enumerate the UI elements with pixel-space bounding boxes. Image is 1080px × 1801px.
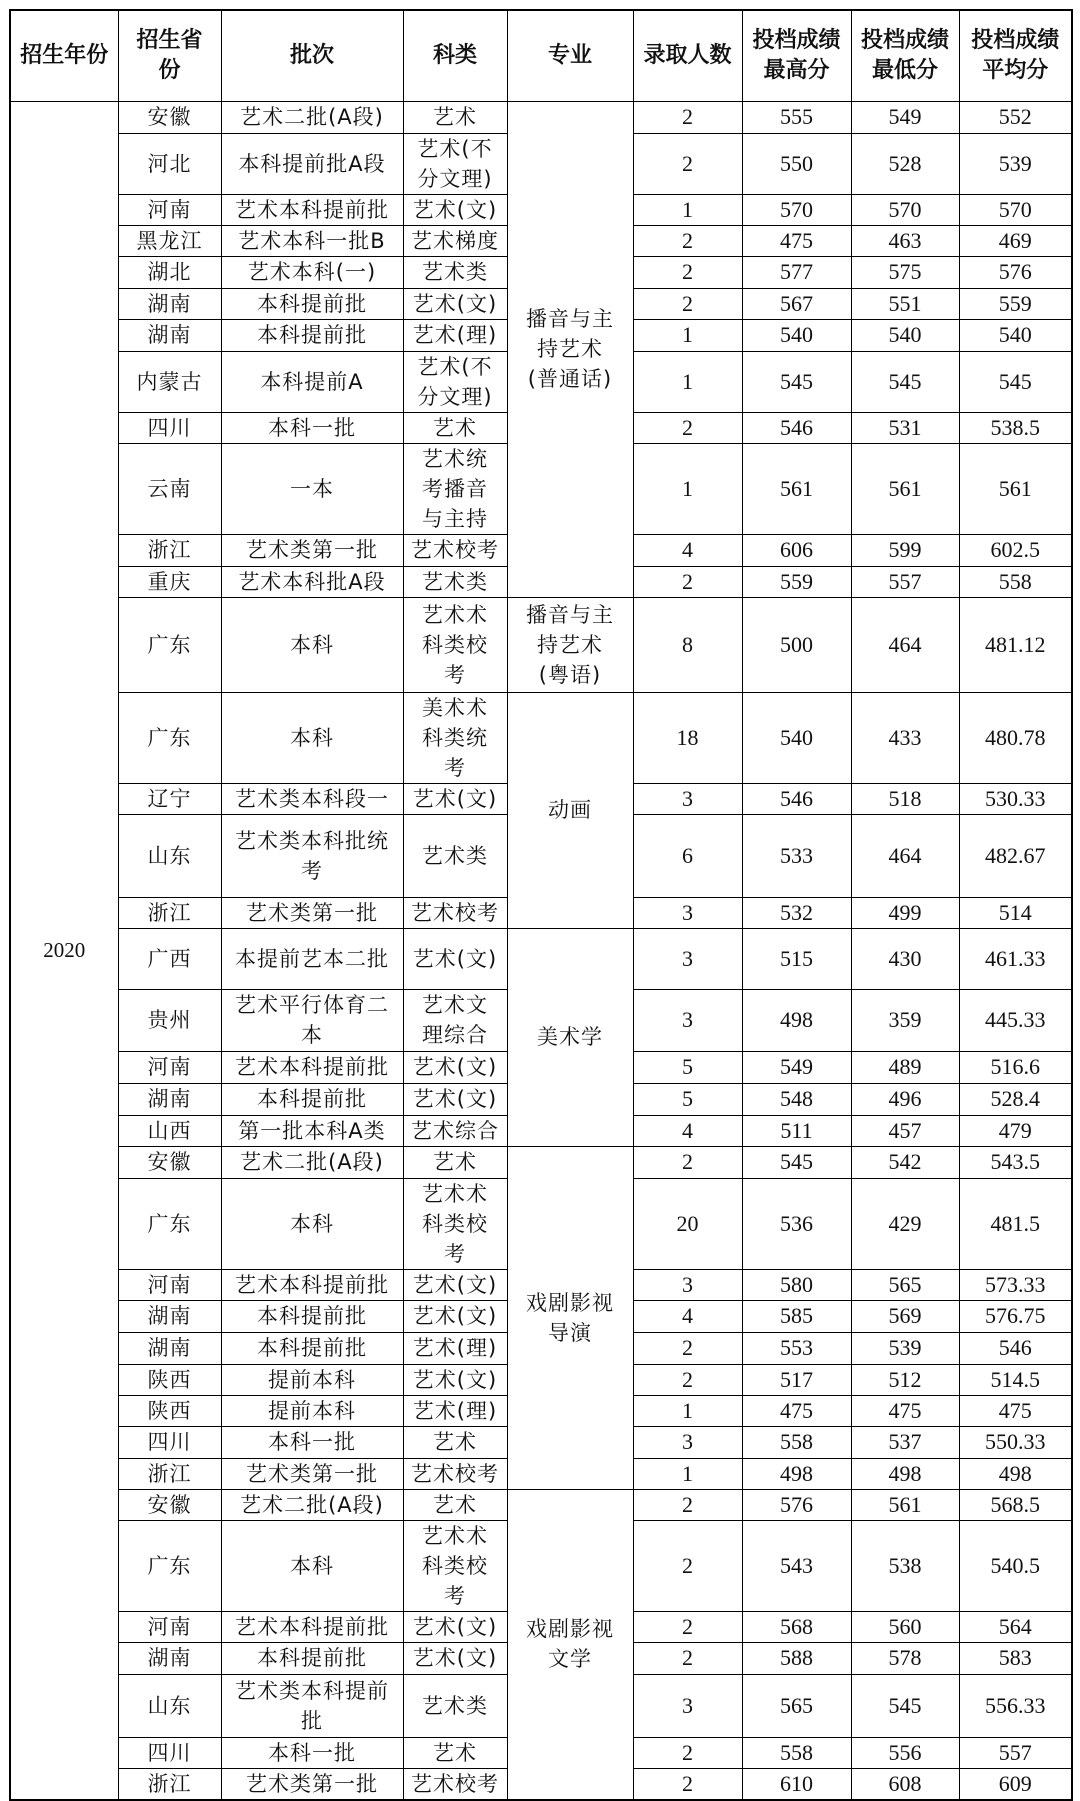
max-score-cell: 546 (742, 783, 851, 814)
province-cell: 安徽 (118, 1146, 221, 1178)
avg-score-cell: 558 (959, 566, 1072, 597)
category-cell: 艺术 (403, 412, 507, 443)
min-score-cell: 539 (851, 1332, 959, 1364)
max-score-cell: 517 (742, 1364, 851, 1395)
admitted-cell: 3 (633, 989, 742, 1051)
batch-cell: 艺术类第一批 (221, 1458, 403, 1489)
admitted-cell: 18 (633, 692, 742, 783)
category-cell: 艺术(理) (403, 1332, 507, 1364)
admission-scores-table (9, 9, 1073, 1801)
admitted-cell: 2 (633, 1332, 742, 1364)
category-cell: 艺术(理) (403, 319, 507, 351)
major-cell: 戏剧影视文学 (507, 1489, 633, 1800)
avg-score-cell: 583 (959, 1642, 1072, 1674)
min-score-cell: 359 (851, 989, 959, 1051)
batch-cell: 本科一批 (221, 412, 403, 443)
max-score-cell: 558 (742, 1426, 851, 1458)
province-cell: 广东 (118, 1178, 221, 1269)
category-cell: 艺术类 (403, 256, 507, 288)
min-score-cell: 540 (851, 319, 959, 351)
admitted-cell: 1 (633, 1458, 742, 1489)
max-score-cell: 577 (742, 256, 851, 288)
province-cell: 浙江 (118, 1458, 221, 1489)
category-cell: 艺术统考播音与主持 (403, 443, 507, 534)
avg-score-cell: 550.33 (959, 1426, 1072, 1458)
province-cell: 河北 (118, 133, 221, 194)
min-score-cell: 433 (851, 692, 959, 783)
admitted-cell: 2 (633, 1146, 742, 1178)
header-avg-score: 投档成绩平均分 (959, 10, 1072, 101)
category-cell: 艺术类 (403, 566, 507, 597)
min-score-cell: 489 (851, 1051, 959, 1083)
admitted-cell: 3 (633, 783, 742, 814)
table-row (10, 928, 1072, 989)
min-score-cell: 463 (851, 225, 959, 256)
header-year: 招生年份 (10, 10, 118, 101)
province-cell: 山东 (118, 814, 221, 897)
batch-cell: 本科提前批 (221, 1083, 403, 1115)
batch-cell: 本科提前批 (221, 1300, 403, 1332)
min-score-cell: 556 (851, 1737, 959, 1768)
avg-score-cell: 514 (959, 897, 1072, 928)
batch-cell: 本科一批 (221, 1737, 403, 1768)
category-cell: 艺术(文) (403, 783, 507, 814)
min-score-cell: 569 (851, 1300, 959, 1332)
min-score-cell: 549 (851, 101, 959, 133)
province-cell: 湖南 (118, 1300, 221, 1332)
admitted-cell: 2 (633, 1520, 742, 1611)
category-cell: 艺术(文) (403, 288, 507, 319)
table-row (10, 1146, 1072, 1178)
max-score-cell: 580 (742, 1269, 851, 1300)
category-cell: 艺术校考 (403, 1458, 507, 1489)
batch-cell: 艺术本科(一) (221, 256, 403, 288)
min-score-cell: 565 (851, 1269, 959, 1300)
avg-score-cell: 609 (959, 1768, 1072, 1800)
avg-score-cell: 556.33 (959, 1674, 1072, 1737)
category-cell: 美术术科类统考 (403, 692, 507, 783)
batch-cell: 艺术二批(A段) (221, 1146, 403, 1178)
province-cell: 贵州 (118, 989, 221, 1051)
batch-cell: 本科 (221, 1178, 403, 1269)
category-cell: 艺术 (403, 1146, 507, 1178)
admitted-cell: 5 (633, 1051, 742, 1083)
province-cell: 广东 (118, 692, 221, 783)
batch-cell: 本科提前批 (221, 1642, 403, 1674)
batch-cell: 第一批本科A类 (221, 1115, 403, 1146)
avg-score-cell: 482.67 (959, 814, 1072, 897)
batch-cell: 艺术本科一批B (221, 225, 403, 256)
table-row (10, 101, 1072, 133)
batch-cell: 艺术类第一批 (221, 534, 403, 566)
table-body (10, 101, 1072, 1800)
avg-score-cell: 498 (959, 1458, 1072, 1489)
max-score-cell: 536 (742, 1178, 851, 1269)
avg-score-cell: 561 (959, 443, 1072, 534)
avg-score-cell: 530.33 (959, 783, 1072, 814)
min-score-cell: 464 (851, 597, 959, 692)
batch-cell: 艺术本科批A段 (221, 566, 403, 597)
batch-cell: 提前本科 (221, 1395, 403, 1426)
avg-score-cell: 540.5 (959, 1520, 1072, 1611)
min-score-cell: 561 (851, 443, 959, 534)
max-score-cell: 555 (742, 101, 851, 133)
admitted-cell: 2 (633, 566, 742, 597)
province-cell: 河南 (118, 1611, 221, 1642)
batch-cell: 艺术本科提前批 (221, 1051, 403, 1083)
avg-score-cell: 540 (959, 319, 1072, 351)
min-score-cell: 578 (851, 1642, 959, 1674)
batch-cell: 艺术类第一批 (221, 897, 403, 928)
province-cell: 湖南 (118, 288, 221, 319)
min-score-cell: 561 (851, 1489, 959, 1520)
batch-cell: 本科 (221, 1520, 403, 1611)
avg-score-cell: 602.5 (959, 534, 1072, 566)
admitted-cell: 3 (633, 897, 742, 928)
province-cell: 安徽 (118, 101, 221, 133)
province-cell: 陕西 (118, 1364, 221, 1395)
category-cell: 艺术(文) (403, 928, 507, 989)
max-score-cell: 576 (742, 1489, 851, 1520)
min-score-cell: 464 (851, 814, 959, 897)
category-cell: 艺术术科类校考 (403, 597, 507, 692)
avg-score-cell: 545 (959, 351, 1072, 412)
admitted-cell: 2 (633, 1768, 742, 1800)
batch-cell: 本科提前批 (221, 319, 403, 351)
batch-cell: 艺术类第一批 (221, 1768, 403, 1800)
category-cell: 艺术(文) (403, 1364, 507, 1395)
avg-score-cell: 543.5 (959, 1146, 1072, 1178)
max-score-cell: 511 (742, 1115, 851, 1146)
max-score-cell: 570 (742, 194, 851, 225)
admitted-cell: 20 (633, 1178, 742, 1269)
admitted-cell: 1 (633, 351, 742, 412)
category-cell: 艺术 (403, 1489, 507, 1520)
admitted-cell: 2 (633, 1737, 742, 1768)
batch-cell: 本科 (221, 692, 403, 783)
max-score-cell: 585 (742, 1300, 851, 1332)
category-cell: 艺术(文) (403, 1269, 507, 1300)
avg-score-cell: 576 (959, 256, 1072, 288)
admitted-cell: 1 (633, 194, 742, 225)
max-score-cell: 540 (742, 319, 851, 351)
avg-score-cell: 480.78 (959, 692, 1072, 783)
min-score-cell: 538 (851, 1520, 959, 1611)
header-admitted: 录取人数 (633, 10, 742, 101)
province-cell: 湖北 (118, 256, 221, 288)
admitted-cell: 1 (633, 319, 742, 351)
province-cell: 湖南 (118, 319, 221, 351)
min-score-cell: 512 (851, 1364, 959, 1395)
batch-cell: 艺术类本科批统考 (221, 814, 403, 897)
avg-score-cell: 461.33 (959, 928, 1072, 989)
category-cell: 艺术 (403, 101, 507, 133)
max-score-cell: 498 (742, 989, 851, 1051)
province-cell: 山西 (118, 1115, 221, 1146)
admitted-cell: 3 (633, 1674, 742, 1737)
category-cell: 艺术校考 (403, 897, 507, 928)
batch-cell: 本科 (221, 597, 403, 692)
category-cell: 艺术 (403, 1426, 507, 1458)
max-score-cell: 561 (742, 443, 851, 534)
avg-score-cell: 568.5 (959, 1489, 1072, 1520)
table-row (10, 1489, 1072, 1520)
province-cell: 陕西 (118, 1395, 221, 1426)
max-score-cell: 558 (742, 1737, 851, 1768)
batch-cell: 艺术类本科提前批 (221, 1674, 403, 1737)
min-score-cell: 496 (851, 1083, 959, 1115)
avg-score-cell: 469 (959, 225, 1072, 256)
header-batch: 批次 (221, 10, 403, 101)
max-score-cell: 567 (742, 288, 851, 319)
province-cell: 云南 (118, 443, 221, 534)
avg-score-cell: 481.5 (959, 1178, 1072, 1269)
admitted-cell: 2 (633, 101, 742, 133)
province-cell: 浙江 (118, 1768, 221, 1800)
max-score-cell: 540 (742, 692, 851, 783)
min-score-cell: 557 (851, 566, 959, 597)
avg-score-cell: 516.6 (959, 1051, 1072, 1083)
avg-score-cell: 573.33 (959, 1269, 1072, 1300)
avg-score-cell: 557 (959, 1737, 1072, 1768)
max-score-cell: 559 (742, 566, 851, 597)
batch-cell: 一本 (221, 443, 403, 534)
table-row (10, 692, 1072, 783)
batch-cell: 艺术平行体育二本 (221, 989, 403, 1051)
province-cell: 广西 (118, 928, 221, 989)
min-score-cell: 608 (851, 1768, 959, 1800)
province-cell: 湖南 (118, 1332, 221, 1364)
min-score-cell: 551 (851, 288, 959, 319)
avg-score-cell: 481.12 (959, 597, 1072, 692)
avg-score-cell: 514.5 (959, 1364, 1072, 1395)
max-score-cell: 546 (742, 412, 851, 443)
province-cell: 湖南 (118, 1083, 221, 1115)
min-score-cell: 429 (851, 1178, 959, 1269)
province-cell: 广东 (118, 597, 221, 692)
province-cell: 安徽 (118, 1489, 221, 1520)
admitted-cell: 4 (633, 1115, 742, 1146)
admitted-cell: 4 (633, 534, 742, 566)
category-cell: 艺术(理) (403, 1395, 507, 1426)
batch-cell: 本科提前批A段 (221, 133, 403, 194)
avg-score-cell: 539 (959, 133, 1072, 194)
major-cell: 播音与主持艺术(普通话) (507, 101, 633, 597)
admitted-cell: 2 (633, 133, 742, 194)
category-cell: 艺术(文) (403, 1611, 507, 1642)
category-cell: 艺术(文) (403, 1642, 507, 1674)
max-score-cell: 549 (742, 1051, 851, 1083)
avg-score-cell: 559 (959, 288, 1072, 319)
header-category: 科类 (403, 10, 507, 101)
max-score-cell: 606 (742, 534, 851, 566)
max-score-cell: 568 (742, 1611, 851, 1642)
avg-score-cell: 570 (959, 194, 1072, 225)
province-cell: 河南 (118, 1051, 221, 1083)
max-score-cell: 565 (742, 1674, 851, 1737)
province-cell: 浙江 (118, 534, 221, 566)
category-cell: 艺术 (403, 1737, 507, 1768)
min-score-cell: 430 (851, 928, 959, 989)
batch-cell: 本科提前A (221, 351, 403, 412)
max-score-cell: 515 (742, 928, 851, 989)
header-province: 招生省份 (118, 10, 221, 101)
max-score-cell: 553 (742, 1332, 851, 1364)
max-score-cell: 545 (742, 351, 851, 412)
category-cell: 艺术(文) (403, 1083, 507, 1115)
batch-cell: 提前本科 (221, 1364, 403, 1395)
province-cell: 四川 (118, 1737, 221, 1768)
category-cell: 艺术梯度 (403, 225, 507, 256)
batch-cell: 艺术二批(A段) (221, 1489, 403, 1520)
admitted-cell: 2 (633, 288, 742, 319)
avg-score-cell: 546 (959, 1332, 1072, 1364)
admitted-cell: 8 (633, 597, 742, 692)
province-cell: 内蒙古 (118, 351, 221, 412)
header-max-score: 投档成绩最高分 (742, 10, 851, 101)
admitted-cell: 3 (633, 1426, 742, 1458)
province-cell: 广东 (118, 1520, 221, 1611)
admitted-cell: 5 (633, 1083, 742, 1115)
max-score-cell: 498 (742, 1458, 851, 1489)
avg-score-cell: 564 (959, 1611, 1072, 1642)
year-cell: 2020 (10, 101, 118, 1800)
min-score-cell: 575 (851, 256, 959, 288)
max-score-cell: 543 (742, 1520, 851, 1611)
admitted-cell: 2 (633, 256, 742, 288)
admitted-cell: 2 (633, 1642, 742, 1674)
admitted-cell: 4 (633, 1300, 742, 1332)
avg-score-cell: 528.4 (959, 1083, 1072, 1115)
admitted-cell: 2 (633, 1489, 742, 1520)
major-cell: 美术学 (507, 928, 633, 1146)
max-score-cell: 548 (742, 1083, 851, 1115)
min-score-cell: 599 (851, 534, 959, 566)
batch-cell: 本科一批 (221, 1426, 403, 1458)
batch-cell: 本科提前批 (221, 1332, 403, 1364)
category-cell: 艺术(不分文理) (403, 133, 507, 194)
admitted-cell: 6 (633, 814, 742, 897)
province-cell: 湖南 (118, 1642, 221, 1674)
header-min-score: 投档成绩最低分 (851, 10, 959, 101)
admitted-cell: 2 (633, 225, 742, 256)
category-cell: 艺术校考 (403, 534, 507, 566)
category-cell: 艺术校考 (403, 1768, 507, 1800)
category-cell: 艺术术科类校考 (403, 1178, 507, 1269)
max-score-cell: 532 (742, 897, 851, 928)
min-score-cell: 570 (851, 194, 959, 225)
max-score-cell: 545 (742, 1146, 851, 1178)
avg-score-cell: 475 (959, 1395, 1072, 1426)
province-cell: 浙江 (118, 897, 221, 928)
batch-cell: 艺术本科提前批 (221, 1611, 403, 1642)
max-score-cell: 475 (742, 1395, 851, 1426)
min-score-cell: 528 (851, 133, 959, 194)
min-score-cell: 545 (851, 351, 959, 412)
max-score-cell: 610 (742, 1768, 851, 1800)
max-score-cell: 550 (742, 133, 851, 194)
batch-cell: 艺术二批(A段) (221, 101, 403, 133)
table-row (10, 597, 1072, 692)
category-cell: 艺术(文) (403, 1051, 507, 1083)
admitted-cell: 2 (633, 1364, 742, 1395)
admitted-cell: 3 (633, 1269, 742, 1300)
province-cell: 辽宁 (118, 783, 221, 814)
avg-score-cell: 445.33 (959, 989, 1072, 1051)
admitted-cell: 1 (633, 1395, 742, 1426)
min-score-cell: 499 (851, 897, 959, 928)
admitted-cell: 2 (633, 1611, 742, 1642)
avg-score-cell: 552 (959, 101, 1072, 133)
header-row (10, 10, 1072, 101)
province-cell: 四川 (118, 412, 221, 443)
min-score-cell: 560 (851, 1611, 959, 1642)
min-score-cell: 475 (851, 1395, 959, 1426)
major-cell: 动画 (507, 692, 633, 928)
avg-score-cell: 538.5 (959, 412, 1072, 443)
batch-cell: 艺术本科提前批 (221, 1269, 403, 1300)
province-cell: 河南 (118, 194, 221, 225)
admitted-cell: 2 (633, 412, 742, 443)
category-cell: 艺术(文) (403, 1300, 507, 1332)
max-score-cell: 533 (742, 814, 851, 897)
max-score-cell: 588 (742, 1642, 851, 1674)
min-score-cell: 531 (851, 412, 959, 443)
min-score-cell: 545 (851, 1674, 959, 1737)
batch-cell: 艺术类本科段一 (221, 783, 403, 814)
admitted-cell: 1 (633, 443, 742, 534)
category-cell: 艺术综合 (403, 1115, 507, 1146)
batch-cell: 本科提前批 (221, 288, 403, 319)
category-cell: 艺术(不分文理) (403, 351, 507, 412)
min-score-cell: 457 (851, 1115, 959, 1146)
province-cell: 重庆 (118, 566, 221, 597)
province-cell: 四川 (118, 1426, 221, 1458)
major-cell: 播音与主持艺术(粤语) (507, 597, 633, 692)
header-major: 专业 (507, 10, 633, 101)
category-cell: 艺术文理综合 (403, 989, 507, 1051)
min-score-cell: 537 (851, 1426, 959, 1458)
avg-score-cell: 479 (959, 1115, 1072, 1146)
min-score-cell: 542 (851, 1146, 959, 1178)
category-cell: 艺术术科类校考 (403, 1520, 507, 1611)
category-cell: 艺术(文) (403, 194, 507, 225)
min-score-cell: 518 (851, 783, 959, 814)
min-score-cell: 498 (851, 1458, 959, 1489)
province-cell: 河南 (118, 1269, 221, 1300)
admitted-cell: 3 (633, 928, 742, 989)
max-score-cell: 500 (742, 597, 851, 692)
major-cell: 戏剧影视导演 (507, 1146, 633, 1489)
max-score-cell: 475 (742, 225, 851, 256)
batch-cell: 艺术本科提前批 (221, 194, 403, 225)
avg-score-cell: 576.75 (959, 1300, 1072, 1332)
province-cell: 黑龙江 (118, 225, 221, 256)
category-cell: 艺术类 (403, 1674, 507, 1737)
province-cell: 山东 (118, 1674, 221, 1737)
category-cell: 艺术类 (403, 814, 507, 897)
batch-cell: 本提前艺本二批 (221, 928, 403, 989)
